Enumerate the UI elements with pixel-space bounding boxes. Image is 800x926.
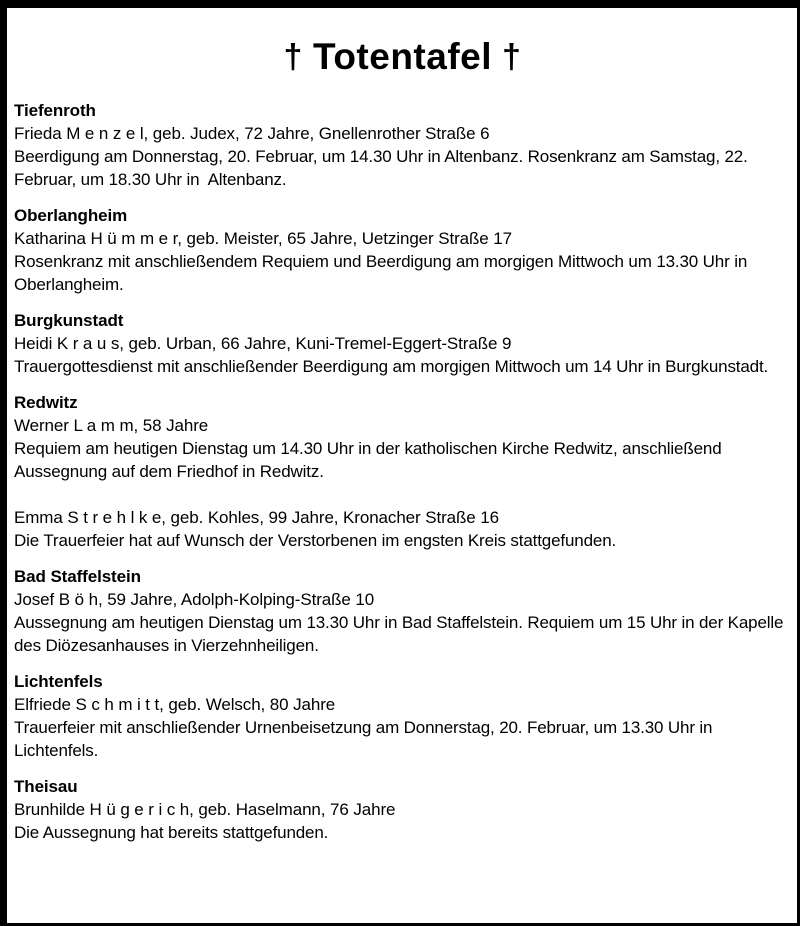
funeral-detail-line: Beerdigung am Donnerstag, 20. Februar, um 14.30 Uhr in Altenbanz. Rosenkranz am Samstag, 22. Februar, um 18.30 Uhr in Altenbanz. bbox=[14, 147, 753, 189]
funeral-detail-line: Aussegnung am heutigen Dienstag um 13.30 Uhr in Bad Staffelstein. Requiem um 15 Uhr in der Kapelle des Diözesanhauses in Vierzehnheiligen. bbox=[14, 613, 788, 655]
person-entry bbox=[14, 122, 791, 191]
notice-block bbox=[14, 565, 791, 657]
person-name-line: Josef B ö h, 59 Jahre, Adolph-Kolping-Straße 10 bbox=[14, 590, 375, 609]
person-entry bbox=[14, 588, 791, 657]
page-title-text: Totentafel bbox=[312, 36, 493, 77]
person-name-line: Elfriede S c h m i t t, geb. Welsch, 80 Jahre bbox=[14, 695, 336, 714]
notice-block bbox=[14, 391, 791, 552]
person-name-line: Emma S t r e h l k e, geb. Kohles, 99 Jahre, Kronacher Straße 16 bbox=[14, 508, 499, 527]
person-name-line: Frieda M e n z e l, geb. Judex, 72 Jahre, Gnellenrother Straße 6 bbox=[14, 124, 490, 143]
place-heading: Oberlangheim bbox=[14, 206, 128, 225]
place-heading: Burgkunstadt bbox=[14, 311, 124, 330]
funeral-detail-line: Requiem am heutigen Dienstag um 14.30 Uhr in der katholischen Kirche Redwitz, anschließend Aussegnung auf dem Friedhof in Redwitz. bbox=[14, 439, 726, 481]
place-heading: Tiefenroth bbox=[14, 101, 96, 120]
person-name-line: Heidi K r a u s, geb. Urban, 66 Jahre, Kuni-Tremel-Eggert-Straße 9 bbox=[14, 334, 512, 353]
notice-block bbox=[14, 99, 791, 191]
notice-block bbox=[14, 204, 791, 296]
place-heading: Bad Staffelstein bbox=[14, 567, 141, 586]
person-entry bbox=[14, 693, 791, 762]
cross-icon-left: † bbox=[283, 38, 303, 76]
person-entry bbox=[14, 414, 791, 483]
place-heading: Theisau bbox=[14, 777, 78, 796]
funeral-detail-line: Trauergottesdienst mit anschließender Beerdigung am morgigen Mittwoch um 14 Uhr in Burgkunstadt. bbox=[14, 357, 769, 376]
person-name-line: Werner L a m m, 58 Jahre bbox=[14, 416, 209, 435]
person-entry bbox=[14, 332, 791, 378]
cross-icon-right: † bbox=[502, 38, 522, 76]
person-entry bbox=[14, 798, 791, 844]
funeral-detail-line: Die Trauerfeier hat auf Wunsch der Verstorbenen im engsten Kreis stattgefunden. bbox=[14, 531, 617, 550]
page-sheet bbox=[7, 8, 797, 923]
person-entry bbox=[14, 506, 791, 552]
notice-block bbox=[14, 309, 791, 378]
page-title bbox=[14, 8, 791, 75]
notice-list bbox=[14, 75, 791, 844]
funeral-detail-line: Trauerfeier mit anschließender Urnenbeisetzung am Donnerstag, 20. Februar, um 13.30 Uhr in Lichtenfels. bbox=[14, 718, 717, 760]
notice-block bbox=[14, 775, 791, 844]
place-heading: Redwitz bbox=[14, 393, 78, 412]
funeral-detail-line: Rosenkranz mit anschließendem Requiem und Beerdigung am morgigen Mittwoch um 13.30 Uhr in Oberlangheim. bbox=[14, 252, 752, 294]
person-entry bbox=[14, 227, 791, 296]
place-heading: Lichtenfels bbox=[14, 672, 103, 691]
funeral-detail-line: Die Aussegnung hat bereits stattgefunden. bbox=[14, 823, 329, 842]
notice-block bbox=[14, 670, 791, 762]
person-name-line: Brunhilde H ü g e r i c h, geb. Haselmann, 76 Jahre bbox=[14, 800, 396, 819]
person-name-line: Katharina H ü m m e r, geb. Meister, 65 Jahre, Uetzinger Straße 17 bbox=[14, 229, 512, 248]
